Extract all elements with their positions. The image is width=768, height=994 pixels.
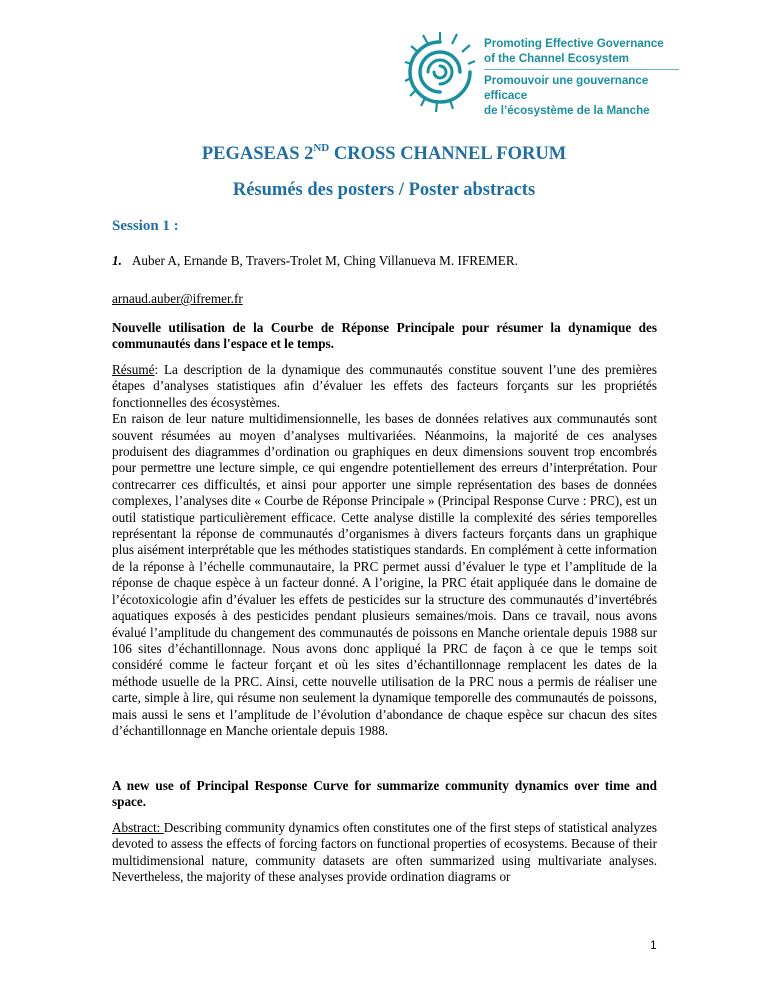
logo-divider xyxy=(484,69,679,70)
author-email-link[interactable]: arnaud.auber@ifremer.fr xyxy=(112,291,243,306)
english-abstract-label: Abstract: xyxy=(112,820,164,835)
entry-number: 1. xyxy=(112,253,122,268)
logo-line-fr-2: de l’écosystème de la Manche xyxy=(484,104,650,117)
forum-title-suffix: CROSS CHANNEL FORUM xyxy=(329,144,567,164)
logo-line-en-1: Promoting Effective Governance xyxy=(484,37,664,50)
nautilus-shell-logo-icon xyxy=(404,28,476,116)
english-abstract-title: A new use of Principal Response Curve for summarize community dynamics over time and space. xyxy=(112,778,657,810)
logo-line-en-2: of the Channel Ecosystem xyxy=(484,52,629,65)
english-abstract xyxy=(112,820,657,886)
page-subtitle: Résumés des posters / Poster abstracts xyxy=(232,180,536,200)
entry-authors-line xyxy=(112,253,657,269)
french-abstract-title: Nouvelle utilisation de la Courbe de Réponse Principale pour résumer la dynamique des communautés dans l'espace et le temps. xyxy=(112,320,657,352)
page-number: 1 xyxy=(650,938,657,952)
french-abstract xyxy=(112,362,657,739)
french-abstract-text-2: En raison de leur nature multidimensionnelle, les bases de données relatives aux communautés sont souvent résumées au moyen d’analyses multivariées. Néanmoins, la majorité de ces analyses produisent des diagrammes d’ordination ou graphiques en deux dimensions souvent trop encombrés pour permettre une lecture simple, ce qui engendre potentiellement des erreurs d’interprétation. Pour contrecarrer ces difficultés, et ainsi pour apporter une simple représentation des bases de données complexes, l’analyses dite « Courbe de Réponse Principale » (Principal Response Curve : PRC), est un outil statistique particulièrement efficace. Cette analyse distille la complexité des séries temporelles représentant la réponse de communautés d’organismes à divers facteurs forçants dans un graphique plus aisément interprétable que les méthodes statistiques standards. En complément à cette information de la réponse à l’échelle communautaire, la PRC permet aussi d’évaluer le type et l’amplitude de la réponse de chaque espèce à un facteur donné. A l’origine, la PRC était appliquée dans le domaine de l’écotoxicologie afin d’évaluer les effets de pesticides sur la structure des communautés d’invertébrés aquatiques exposés à des pesticides pendant plusieurs semaines/mois. Dans ce travail, nous avons évalué l’amplitude du changement des communautés de poissons en Manche orientale depuis 1988 sur 106 sites d’échantillonnage. Nous avons donc appliqué la PRC de façon à ce que le temps soit considéré comme le facteur forçant et où les sites d’échantillonnage remplacent les dates de la méthode usuelle de la PRC. Ainsi, cette nouvelle utilisation de la PRC nous a permis de réaliser une carte, simple à lire, qui résume non seulement la dynamique temporelle des communautés de poissons, mais aussi le sens et l’amplitude de l’évolution d’abondance de chaque espèce sur chacun des sites d’échantillonnage en Manche orientale depuis 1988. xyxy=(112,411,657,738)
logo-line-fr-1: Promouvoir une gouvernance efficace xyxy=(484,74,649,102)
forum-title-superscript: ND xyxy=(313,142,330,154)
forum-title xyxy=(0,142,768,165)
french-abstract-label: Résumé xyxy=(112,362,155,377)
session-heading: Session 1 : xyxy=(112,218,179,234)
french-abstract-text-1: : La description de la dynamique des communautés constitue souvent l’une des premières étapes d’analyses statistiques afin d’évaluer les effets des facteurs forçants sur les propriétés fonctionnelles des écosystèmes. xyxy=(112,362,657,410)
logo-tagline xyxy=(484,36,694,118)
header-logo xyxy=(404,28,694,118)
forum-title-prefix: PEGASEAS 2 xyxy=(201,144,314,164)
entry-authors: Auber A, Ernande B, Travers-Trolet M, Ching Villanueva M. IFREMER. xyxy=(131,253,518,268)
english-abstract-text: Describing community dynamics often constitutes one of the first steps of statistical analyzes devoted to assess the effects of forcing factors on functional properties of ecosystems. Because of their multidimensional nature, community datasets are often summarized using multivariate analyses. Nevertheless, the majority of these analyses provide ordination diagrams or xyxy=(112,820,657,885)
